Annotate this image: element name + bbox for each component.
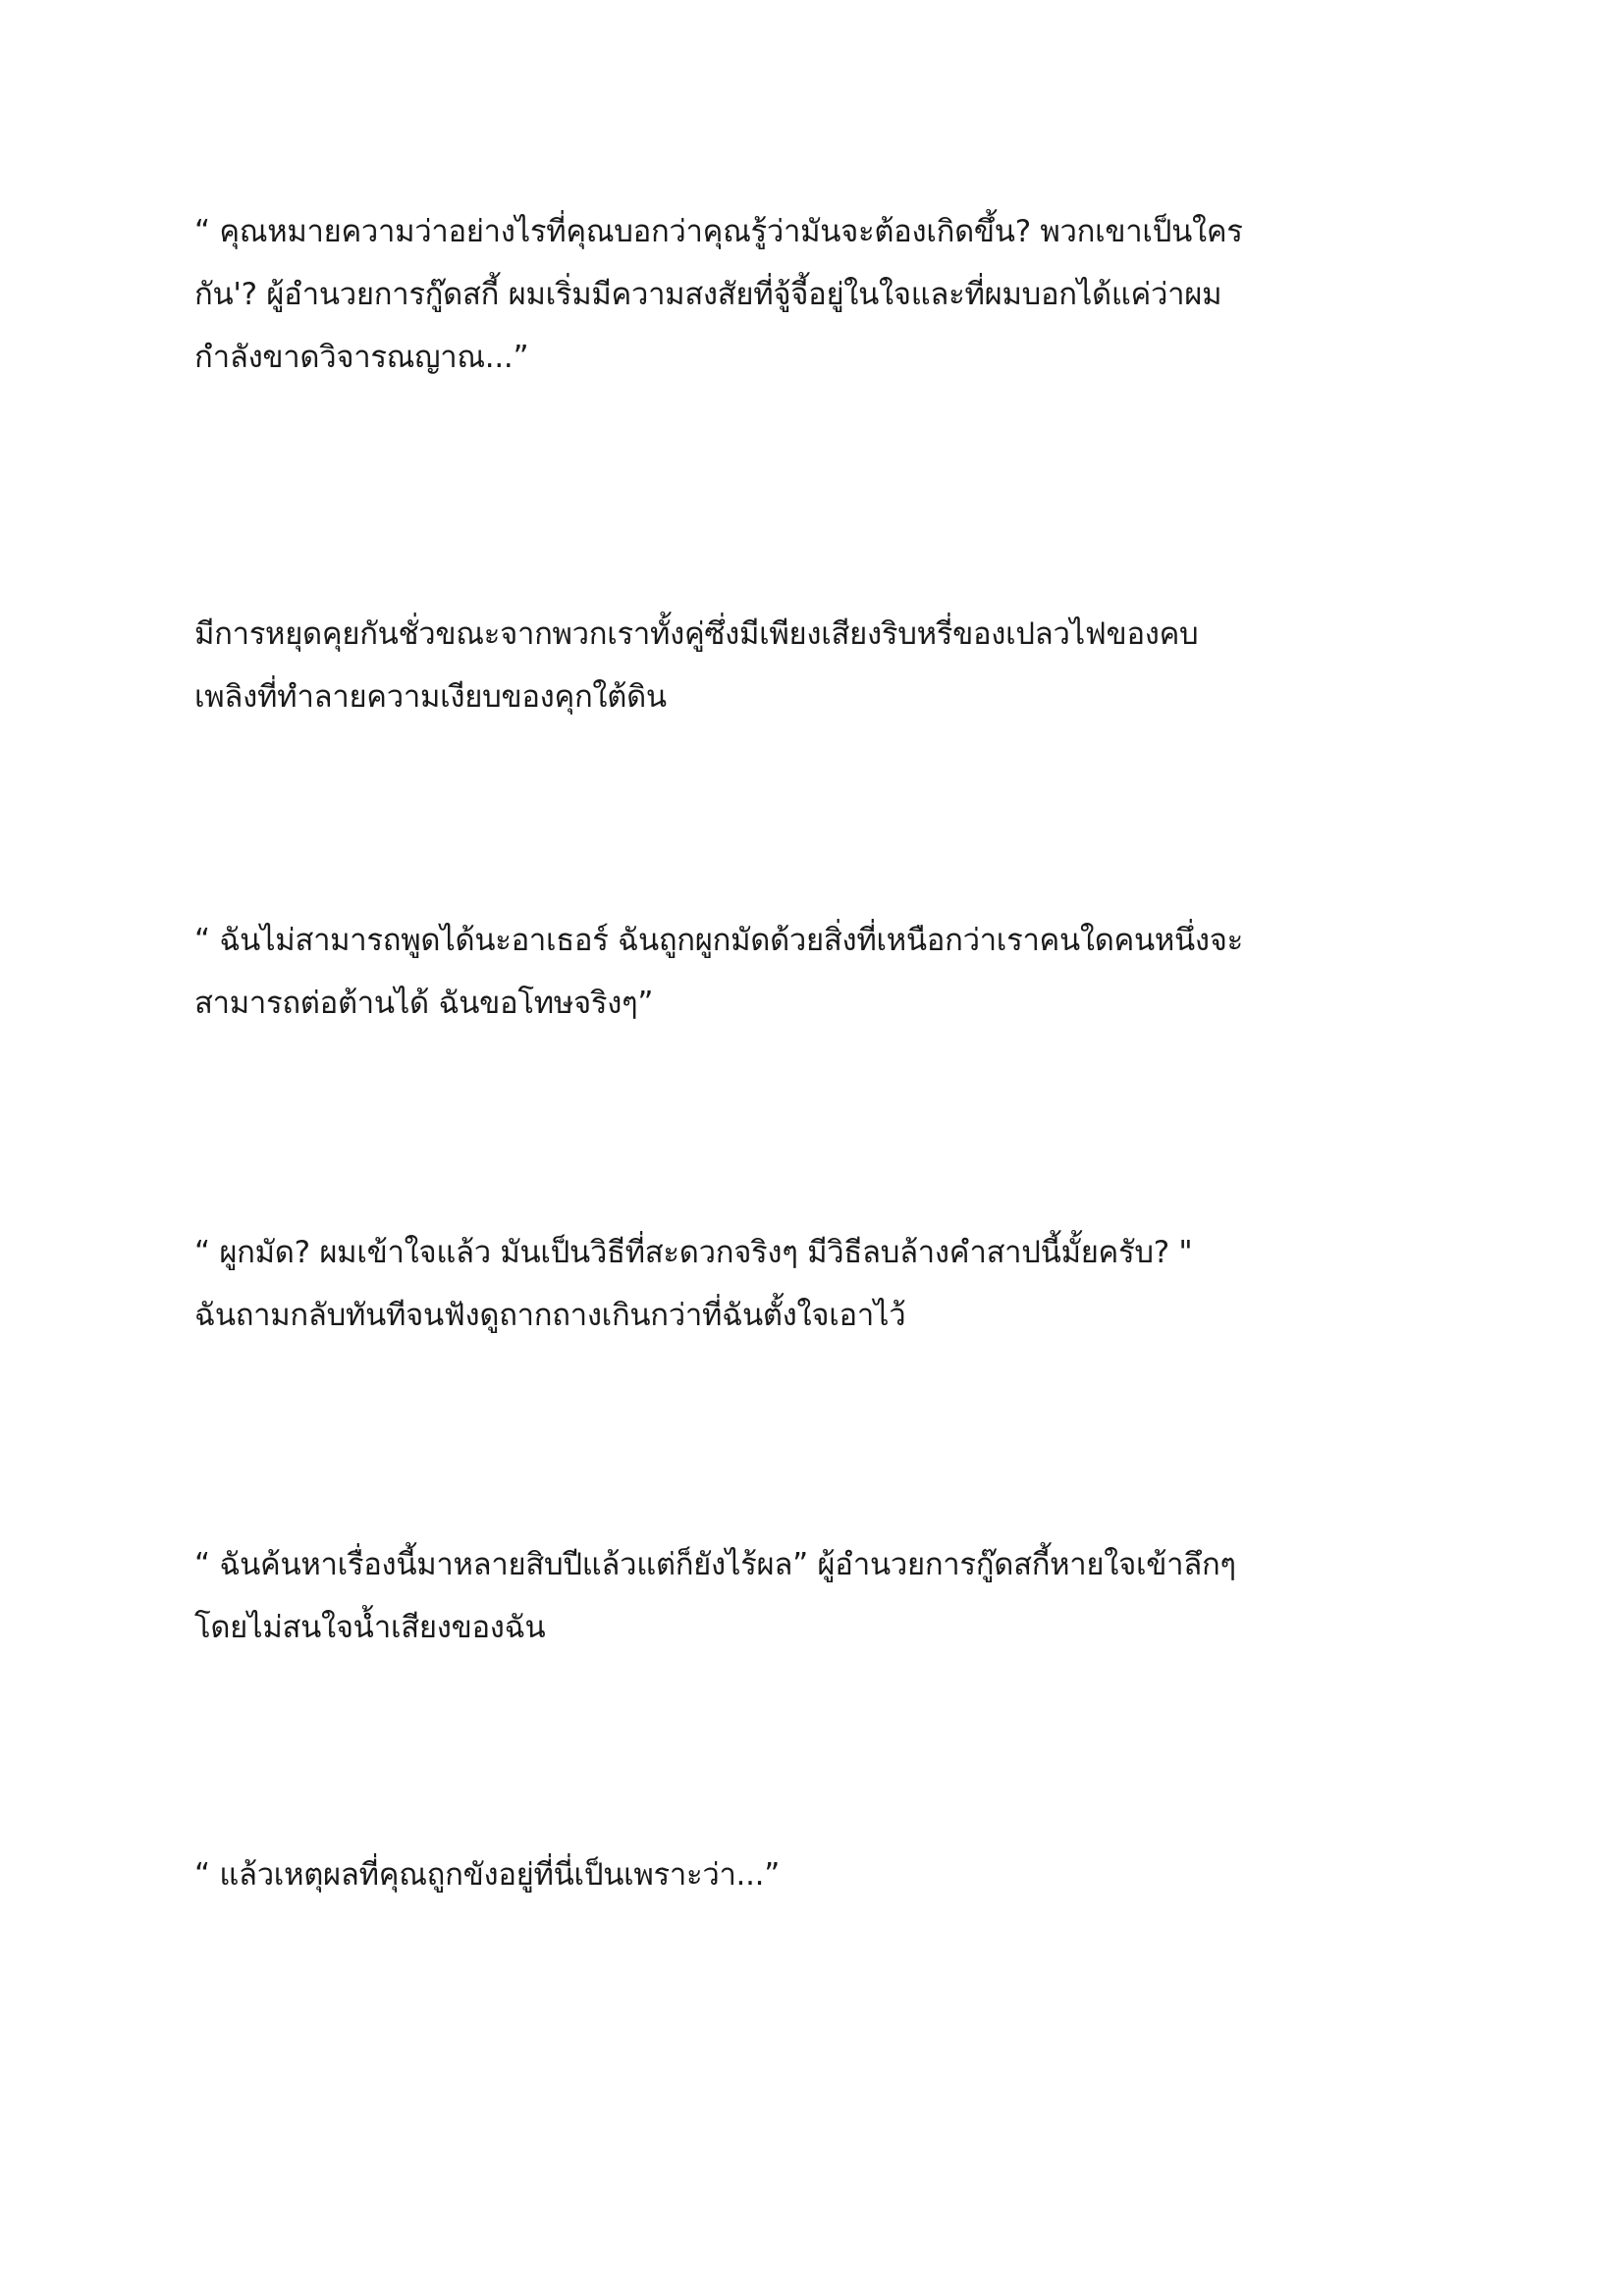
paragraph-6 xyxy=(194,1843,1434,1906)
paragraph-5 xyxy=(194,1533,1434,1659)
paragraph-line: กัน'? ผู้อำนวยการกู๊ดสกี้ ผมเริ่มมีความสงสัยที่จู้จี้อยู่ในใจและที่ผมบอกได้แค่ว่าผม xyxy=(194,277,1222,312)
paragraph-line: “ ฉันไม่สามารถพูดได้นะอาเธอร์ ฉันถูกผูกมัดด้วยสิ่งที่เหนือกว่าเราคนใดคนหนึ่งจะ xyxy=(194,923,1243,958)
paragraph-line: “ ฉันค้นหาเรื่องนี้มาหลายสิบปีแล้วแต่ก็ยังไร้ผล” ผู้อำนวยการกู๊ดสกี้หายใจเข้าลึกๆ xyxy=(194,1547,1236,1582)
paragraph-line: “ คุณหมายความว่าอย่างไรที่คุณบอกว่าคุณรู้ว่ามันจะต้องเกิดขึ้น? พวกเขาเป็นใคร xyxy=(194,214,1243,249)
paragraph-4 xyxy=(194,1221,1434,1347)
paragraph-2 xyxy=(194,603,1434,728)
paragraph-3 xyxy=(194,909,1434,1035)
paragraph-line: “ ผูกมัด? ผมเข้าใจแล้ว มันเป็นวิธีที่สะดวกจริงๆ มีวิธีลบล้างคำสาปนี้มั้ยครับ? " xyxy=(194,1235,1193,1270)
paragraph-line: สามารถต่อต้านได้ ฉันขอโทษจริงๆ” xyxy=(194,986,654,1021)
paragraph-1 xyxy=(194,200,1434,389)
paragraph-line: โดยไม่สนใจน้ำเสียงของฉัน xyxy=(194,1610,546,1645)
paragraph-line: เพลิงที่ทำลายความเงียบของคุกใต้ดิน xyxy=(194,679,667,715)
paragraph-line: “ แล้วเหตุผลที่คุณถูกขังอยู่ที่นี่เป็นเพราะว่า...” xyxy=(194,1857,780,1893)
paragraph-line: กำลังขาดวิจารณญาณ...” xyxy=(194,340,529,375)
paragraph-line: มีการหยุดคุยกันชั่วขณะจากพวกเราทั้งคู่ซึ่งมีเพียงเสียงริบหรี่ของเปลวไฟของคบ xyxy=(194,616,1199,652)
paragraph-line: ฉันถามกลับทันทีจนฟังดูถากถางเกินกว่าที่ฉันตั้งใจเอาไว้ xyxy=(194,1298,906,1333)
